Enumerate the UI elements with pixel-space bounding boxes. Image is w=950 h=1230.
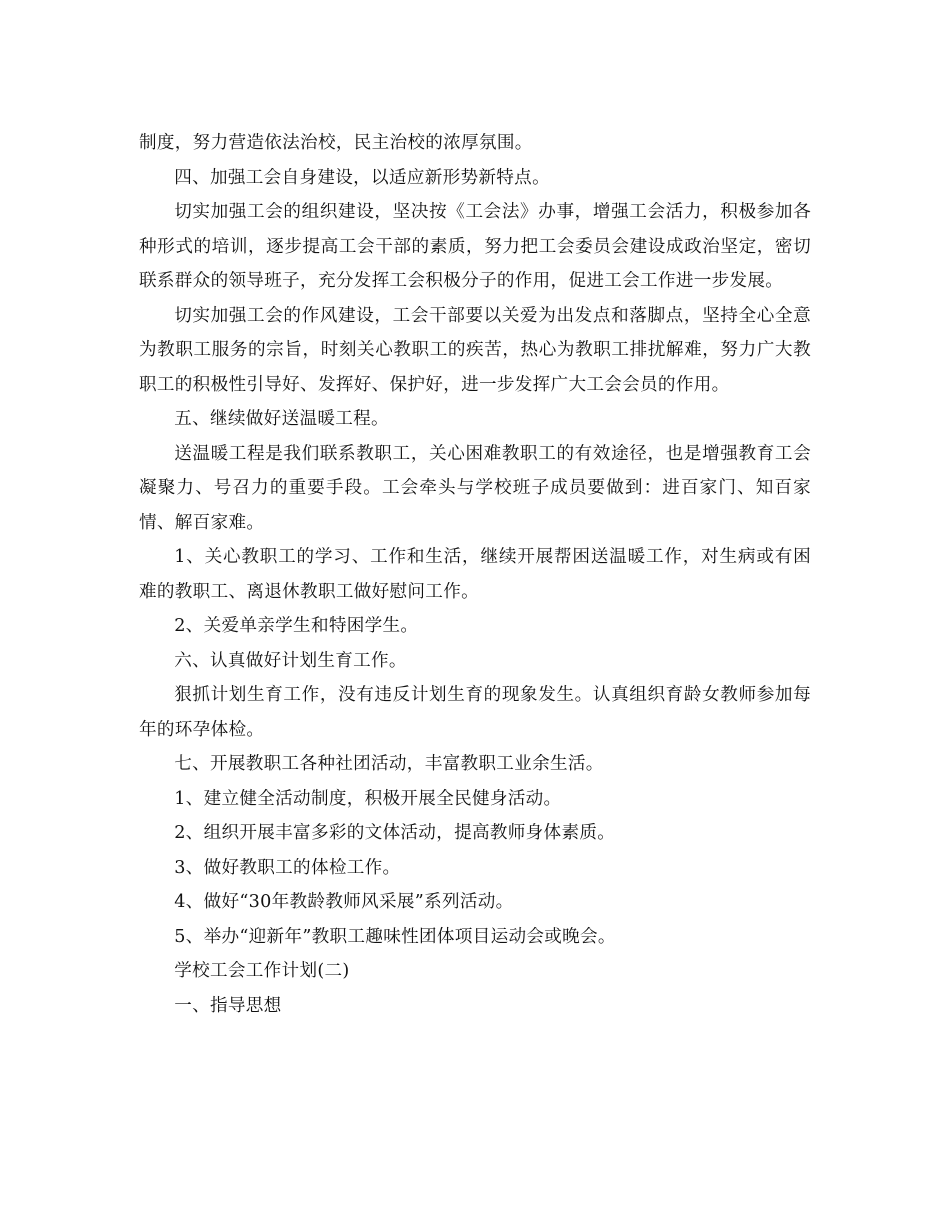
list-item: 2、关爱单亲学生和特困学生。 — [174, 616, 419, 636]
paragraph: 狠抓计划生育工作，没有违反计划生育的现象发生。认真组织育龄女教师参加每年的环孕体检。 — [139, 685, 811, 740]
section-heading-1: 一、指导思想 — [174, 995, 282, 1016]
list-item: 1、关心教职工的学习、工作和生活，继续开展帮困送温暖工作，对生病或有困难的教职工、离退休教职工做好慰问工作。 — [139, 547, 811, 602]
section-heading-6: 六、认真做好计划生育工作。 — [174, 650, 407, 671]
list-item: 3、做好教职工的体检工作。 — [174, 857, 401, 878]
paragraph: 切实加强工会的组织建设，坚决按《工会法》办事，增强工会活力，积极参加各种形式的培训，逐步提高工会干部的素质，努力把工会委员会建设成政治坚定，密切联系群众的领导班子，充分发挥工会积极分子的作用，促进工会工作进一步发展。 — [139, 202, 811, 291]
document-body — [139, 126, 811, 1023]
list-item: 5、举办“迎新年”教职工趣味性团体项目运动会或晚会。 — [174, 926, 616, 947]
paragraph: 切实加强工会的作风建设，工会干部要以关爱为出发点和落脚点，坚持全心全意为教职工服务的宗旨，时刻关心教职工的疾苦，热心为教职工排扰解难，努力广大教职工的积极性引导好、发挥好、保护好，进一步发挥广大工会会员的作用。 — [139, 305, 811, 395]
list-item: 1、建立健全活动制度，积极开展全民健身活动。 — [174, 788, 562, 809]
list-item: 2、组织开展丰富多彩的文体活动，提高教师身体素质。 — [174, 823, 616, 843]
section-heading-5: 五、继续做好送温暖工程。 — [174, 409, 389, 429]
paragraph-continuation: 制度，努力营造依法治校，民主治校的浓厚氛围。 — [139, 133, 533, 153]
list-item: 4、做好“30年教龄教师风采展”系列活动。 — [174, 892, 514, 912]
document-subtitle: 学校工会工作计划(二) — [174, 961, 350, 981]
section-heading-4: 四、加强工会自身建设，以适应新形势新特点。 — [174, 167, 550, 188]
paragraph: 送温暖工程是我们联系教职工，关心困难教职工的有效途径，也是增强教育工会凝聚力、号召力的重要手段。工会牵头与学校班子成员要做到：进百家门、知百家情、解百家难。 — [139, 443, 811, 533]
section-heading-7: 七、开展教职工各种社团活动，丰富教职工业余生活。 — [174, 754, 604, 774]
